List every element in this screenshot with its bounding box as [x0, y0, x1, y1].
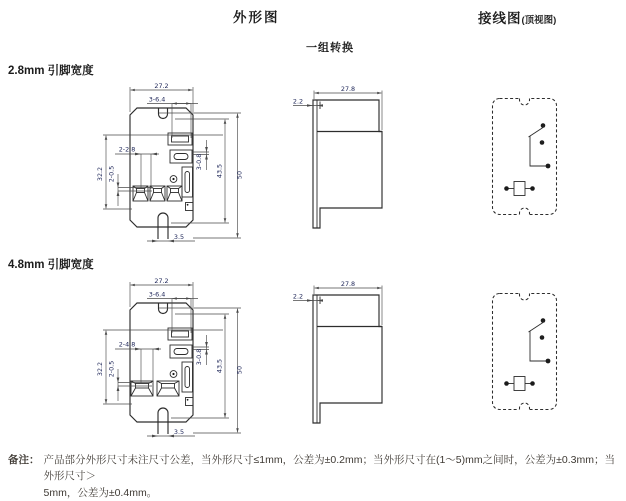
side-view-2.8mm — [292, 84, 392, 234]
contact-symbol — [529, 318, 551, 363]
dim-flange-thickness: 2.2 — [292, 97, 304, 106]
group-conversion-label: 一组转换 — [306, 42, 354, 54]
note-line-1: 产品部分外形尺寸未注尺寸公差，当外形尺寸≤1mm，公差为±0.2mm；当外形尺寸在(1～5)mm之间时，公差为±0.3mm；当外形尺寸＞ — [43, 454, 615, 483]
dim-pin-thickness: 2-0.5 — [107, 360, 116, 378]
terminal-slots — [131, 328, 193, 406]
dim-slot-thickness: 3-0.8 — [195, 348, 203, 366]
dim-pin-thickness: 2-0.5 — [107, 165, 116, 183]
dimensions — [293, 280, 382, 325]
relay-outline-dashed — [493, 292, 557, 412]
note-label: 备注： — [8, 454, 40, 466]
dim-side-width: 27.8 — [340, 85, 356, 93]
section-label-2.8mm: 2.8mm 引脚宽度 — [8, 65, 94, 77]
dim-left-height: 32.2 — [96, 361, 104, 377]
note-body — [44, 452, 621, 501]
coil-symbol — [504, 377, 535, 391]
side-view-4.8mm — [292, 279, 392, 429]
tolerance-note — [8, 452, 620, 501]
dim-total-height: 50 — [235, 365, 244, 375]
dim-pin-width: 2-4.8 — [118, 340, 136, 349]
side-profile — [313, 100, 382, 228]
relay-outline-dashed — [493, 97, 557, 217]
section-label-4.8mm: 4.8mm 引脚宽度 — [8, 259, 94, 271]
dim-pin-width: 2-2.8 — [118, 145, 136, 154]
dim-tab-width: 3.5 — [173, 428, 185, 436]
contact-symbol — [529, 123, 551, 168]
dim-inner-height: 43.5 — [215, 163, 224, 179]
dim-flange-thickness: 2.2 — [292, 292, 304, 301]
front-view-2.8mm — [95, 78, 245, 250]
front-view-4.8mm — [95, 273, 245, 445]
wiring-title-suffix: (顶视图) — [521, 15, 557, 26]
side-profile — [313, 295, 382, 423]
dimensions — [293, 85, 382, 130]
dim-tab-width: 3.5 — [173, 233, 185, 241]
wiring-diagram-top-view-1 — [488, 94, 568, 224]
dim-slot-count: 3-6.4 — [148, 95, 166, 104]
dim-body-width: 27.2 — [154, 277, 169, 285]
relay-body-outline — [130, 303, 193, 434]
dim-slot-count: 3-6.4 — [148, 290, 166, 299]
outline-drawing-title: 外形图 — [233, 10, 280, 25]
dim-total-height: 50 — [235, 170, 244, 180]
dim-body-width: 27.2 — [154, 82, 169, 90]
wiring-title-text: 接线图 — [478, 11, 522, 26]
dim-side-width: 27.8 — [340, 280, 356, 288]
wiring-diagram-title — [478, 7, 556, 28]
dim-inner-height: 43.5 — [215, 358, 224, 374]
coil-symbol — [504, 182, 535, 196]
dim-slot-thickness: 3-0.8 — [195, 153, 203, 171]
note-line-2: 5mm，公差为±0.4mm。 — [43, 486, 158, 499]
relay-body-outline — [130, 108, 193, 239]
terminal-slots — [133, 133, 193, 211]
wiring-diagram-top-view-2 — [488, 289, 568, 419]
dim-left-height: 32.2 — [96, 166, 104, 182]
